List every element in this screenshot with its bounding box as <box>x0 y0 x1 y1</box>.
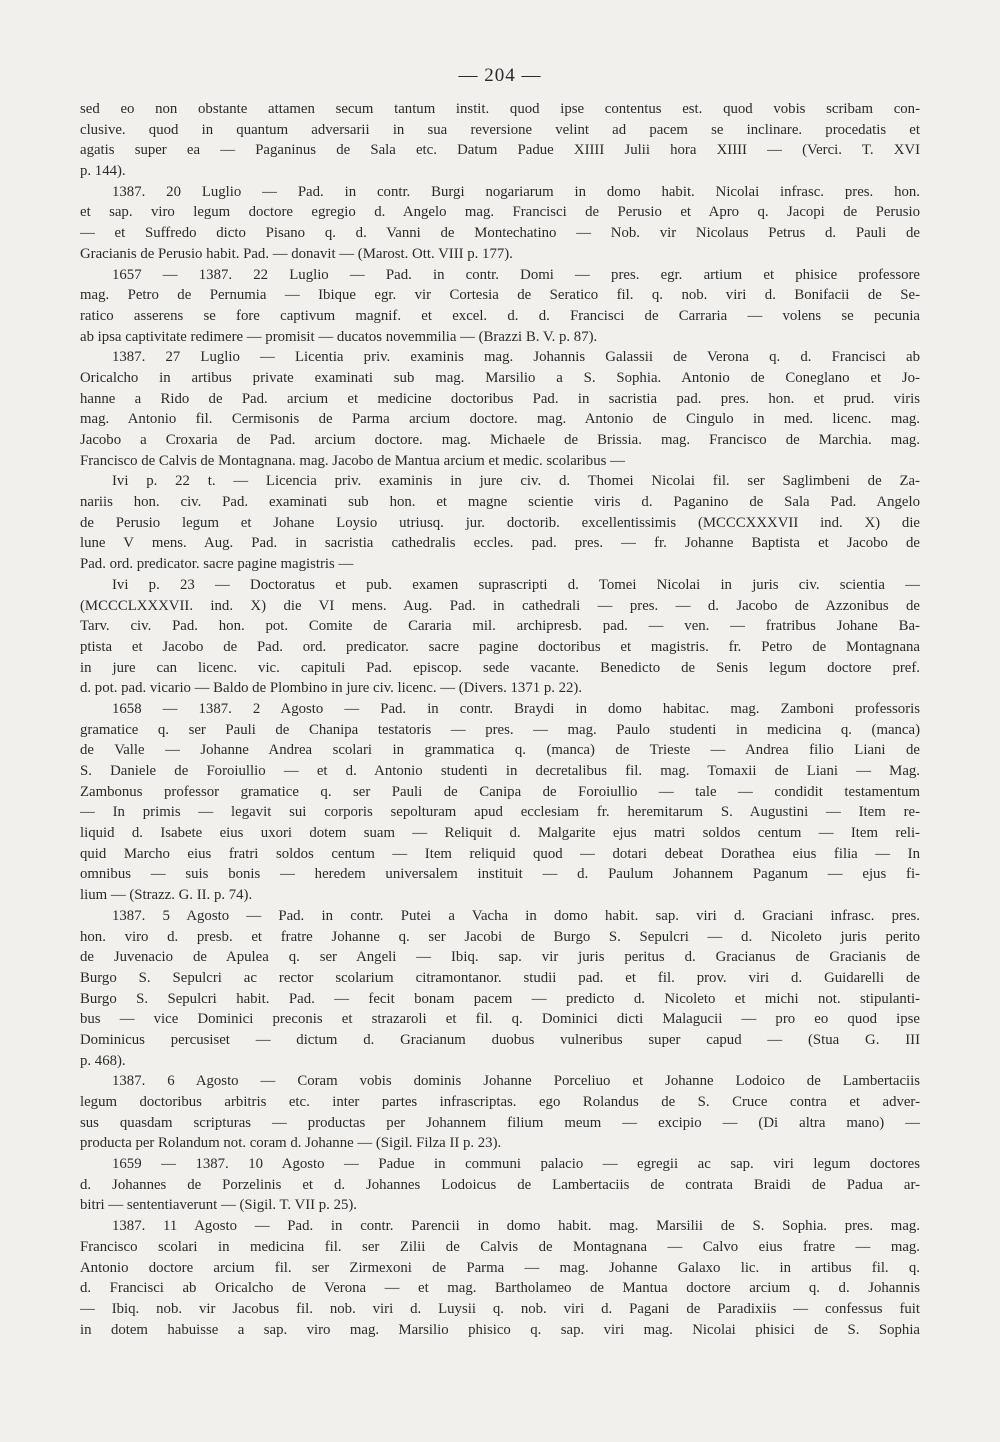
text-line: et sap. viro legum doctore egregio d. Angelo mag. Francisci de Perusio et Apro q. Jacopi de Perusio <box>80 204 920 221</box>
text-line: 1659 — 1387. 10 Agosto — Padue in communi palacio — egregii ac sap. viri legum doctores <box>112 1156 920 1173</box>
text-line: ptista et Jacobo de Pad. ord. predicator. sacre pagine doctoribus et magistris. fr. Petro de Montagnana <box>80 638 920 655</box>
text-line: Tarv. civ. Pad. hon. pot. Comite de Cararia mil. archipresb. pad. — ven. — fratribus Johane Ba- <box>80 618 920 635</box>
text-line: Antonio doctore arcium fil. ser Zirmexoni de Parma — mag. Johanne Galaxo lic. in artibus fil. q. <box>80 1259 920 1276</box>
text-line: p. 468). <box>80 1052 126 1069</box>
text-line: Zambonus professor gramatice q. ser Pauli de Canipa de Foroiullio — tale — condidit testamentum <box>80 783 920 800</box>
text-line: d. Johannes de Porzelinis et d. Johannes Lodoicus de Lambertaciis de contrata Braidi de Padua ar- <box>80 1176 920 1193</box>
text-line: hon. viro d. presb. et fratre Johanne q. ser Jacobi de Burgo S. Sepulcri — d. Nicoleto juris perito <box>80 928 920 945</box>
text-line: quid Marcho eius fratri soldos centum — Item reliquid quod — dotari debeat Dorathea eius filia — In <box>80 845 920 862</box>
text-line: omnibus — suis bonis — heredem universalem instituit — d. Paulum Johannem Paganum — ejus fi- <box>80 866 920 883</box>
text-line: mag. Antonio fil. Cermisonis de Parma arcium doctore. mag. Antonio de Cingulo in med. licenc. mag. <box>80 411 920 428</box>
text-line: Gracianis de Perusio habit. Pad. — donavit — (Marost. Ott. VIII p. 177). <box>80 245 513 262</box>
text-line: hanne a Rido de Pad. arcium et medicine doctoribus Pad. in sacristia pad. pres. hon. et prud. viris <box>80 390 920 407</box>
text-line: gramatice q. ser Pauli de Chanipa testatoris — pres. — mag. Paulo studenti in medicina q. (manca) <box>80 721 920 738</box>
text-line: nariis hon. civ. Pad. examinati sub hon. et magne scientie viris d. Paganino de Sala Pad. Angelo <box>80 494 920 511</box>
text-line: de Juvenacio de Apulea q. ser Angeli — Ibiq. sap. vir juris peritus d. Gracianus de Gracianis de <box>80 949 920 966</box>
text-line: in dotem habuisse a sap. viro mag. Marsilio phisico q. sap. viri mag. Nicolai phisici de S. Sophia <box>80 1321 920 1338</box>
text-line: bitri — sententiaverunt — (Sigil. T. VII p. 25). <box>80 1197 357 1214</box>
text-line: — In primis — legavit sui corporis sepolturam apud ecclesiam fr. heremitarum S. Augustini — Item re- <box>80 804 920 821</box>
text-line: de Perusio legum et Johane Loysio utriusq. jur. doctorib. excellentissimis (MCCCXXXVII ind. X) die <box>80 514 920 531</box>
text-line: S. Daniele de Foroiullio — et d. Antonio studenti in decretalibus fil. mag. Tomaxii de Liani — Mag. <box>80 763 920 779</box>
text-line: mag. Petro de Pernumia — Ibique egr. vir Cortesia de Seratico fil. q. nob. viri d. Bonifacii de Se- <box>80 287 920 304</box>
text-line: 1387. 20 Luglio — Pad. in contr. Burgi nogariarum in domo habit. Nicolai infrasc. pres. hon. <box>112 183 920 200</box>
text-line: lium — (Strazz. G. II. p. 74). <box>80 887 253 904</box>
text-line: 1387. 11 Agosto — Pad. in contr. Parencii in domo habit. mag. Marsilii de S. Sophia. pres. mag. <box>112 1218 920 1235</box>
text-line: legum doctoribus arbitris etc. inter partes infrascriptas. ego Rolandus de S. Cruce contra et adver- <box>80 1094 920 1110</box>
text-line: producta per Rolandum not. coram d. Johanne — (Sigil. Filza II p. 23). <box>80 1135 502 1152</box>
text-line: d. pot. pad. vicario — Baldo de Plombino in jure civ. licenc. — (Divers. 1371 p. 22). <box>80 680 583 697</box>
text-line: Francisco scolari in medicina fil. ser Zilii de Calvis de Montagnana — Calvo eius fratre — mag. <box>80 1238 920 1255</box>
text-line: Ivi p. 22 t. — Licencia priv. examinis in jure civ. d. Thomei Nicolai fil. ser Saglimbeni de Za- <box>112 473 920 490</box>
text-line: sed eo non obstante attamen secum tantum instit. quod ipse contentus est. quod vobis scribam con- <box>80 101 920 117</box>
text-line: 1387. 6 Agosto — Coram vobis dominis Johanne Porceliuo et Johanne Lodoico de Lambertaciis <box>112 1073 920 1090</box>
text-line: 1657 — 1387. 22 Luglio — Pad. in contr. Domi — pres. egr. artium et phisice professore <box>112 266 920 283</box>
text-line: Burgo S. Sepulcri ac rector scolarium citramontanor. studii pad. et fil. prov. viri d. Guidarelli de <box>80 969 920 986</box>
text-line: Oricalcho in artibus private examinati sub mag. Marsilio a S. Sophia. Antonio de Coneglano et Jo- <box>80 369 920 386</box>
text-line: — et Suffredo dicto Pisano q. d. Vanni de Montechatino — Nob. vir Nicolaus Petrus d. Pauli de <box>80 225 920 242</box>
text-line: Francisco de Calvis de Montagnana. mag. Jacobo de Mantua arcium et medic. scolaribus — <box>80 452 625 469</box>
text-line: agatis super ea — Paganinus de Sala etc. Datum Padue XIIII Julii hora XIIII — (Verci. T. XVI <box>80 142 920 159</box>
text-line: Ivi p. 23 — Doctoratus et pub. examen suprascripti d. Tomei Nicolai in juris civ. scientia — <box>112 576 920 593</box>
text-line: sus quasdam scripturas — productas per Johannem filium meum — excipio — (Di altra mano) — <box>80 1114 920 1131</box>
text-line: Burgo S. Sepulcri habit. Pad. — fecit bonam pacem — predicto d. Nicoleto et michi not. stipulanti- <box>80 990 920 1007</box>
text-line: in jure can licenc. vic. capituli Pad. episcop. sede vacante. Benedicto de Senis legum doctore pref. <box>80 659 920 676</box>
text-line: — Ibiq. nob. vir Jacobus fil. nob. viri d. Luysii q. nob. viri d. Pagani de Paradixiis — confessus fuit <box>80 1300 920 1317</box>
text-line: Dominicus percusiset — dictum d. Gracianum duobus vulneribus super capud — (Stua G. III <box>80 1031 920 1048</box>
document-body <box>80 99 920 1340</box>
text-line: ratico asserens se fore captivum magnif. et excel. d. d. Francisci de Carraria — volens se pecunia <box>80 307 920 324</box>
text-line: bus — vice Dominici preconis et strazaroli et fil. q. Dominici dicti Malagucii — pro eo quod ipse <box>80 1011 920 1028</box>
text-line: p. 144). <box>80 163 126 180</box>
text-line: liquid d. Isabete eius uxori dotem suam — Reliquit d. Malgarite ejus matri soldos centum — Item reli- <box>80 825 920 842</box>
text-line: 1387. 5 Agosto — Pad. in contr. Putei a Vacha in domo habit. sap. viri d. Graciani infrasc. pres. <box>112 907 920 924</box>
text-line: (MCCCLXXXVII. ind. X) die VI mens. Aug. Pad. in cathedrali — pres. — d. Jacobo de Azzonibus de <box>80 597 920 614</box>
text-line: clusive. quod in quantum adversarii in sua reversione velint ad pacem se inclinare. procedatis et <box>80 121 920 138</box>
text-line: 1658 — 1387. 2 Agosto — Pad. in contr. Braydi in domo habitac. mag. Zamboni professoris <box>112 700 920 717</box>
text-line: Jacobo a Croxaria de Pad. arcium doctore. mag. Michaele de Brissia. mag. Francisco de Marchia. mag. <box>80 432 920 448</box>
text-line: 1387. 27 Luglio — Licentia priv. examinis mag. Johannis Galassii de Verona q. d. Francisci ab <box>112 349 920 366</box>
text-line: ab ipsa captivitate redimere — promisit — ducatos novemmilia — (Brazzi B. V. p. 87). <box>80 328 598 345</box>
text-line: d. Francisci ab Oricalcho de Verona — et mag. Bartholameo de Mantua doctore arcium q. d. Johannis <box>80 1280 920 1297</box>
text-line: lune V mens. Aug. Pad. in sacristia cathedralis eccles. pad. pres. — fr. Johanne Baptista et Jacobo de <box>80 535 920 552</box>
text-line: de Valle — Johanne Andrea scolari in grammatica q. (manca) de Trieste — Andrea filio Liani de <box>80 742 920 759</box>
text-line: Pad. ord. predicator. sacre pagine magistris — <box>80 556 354 573</box>
page-number: — 204 — <box>458 65 542 86</box>
